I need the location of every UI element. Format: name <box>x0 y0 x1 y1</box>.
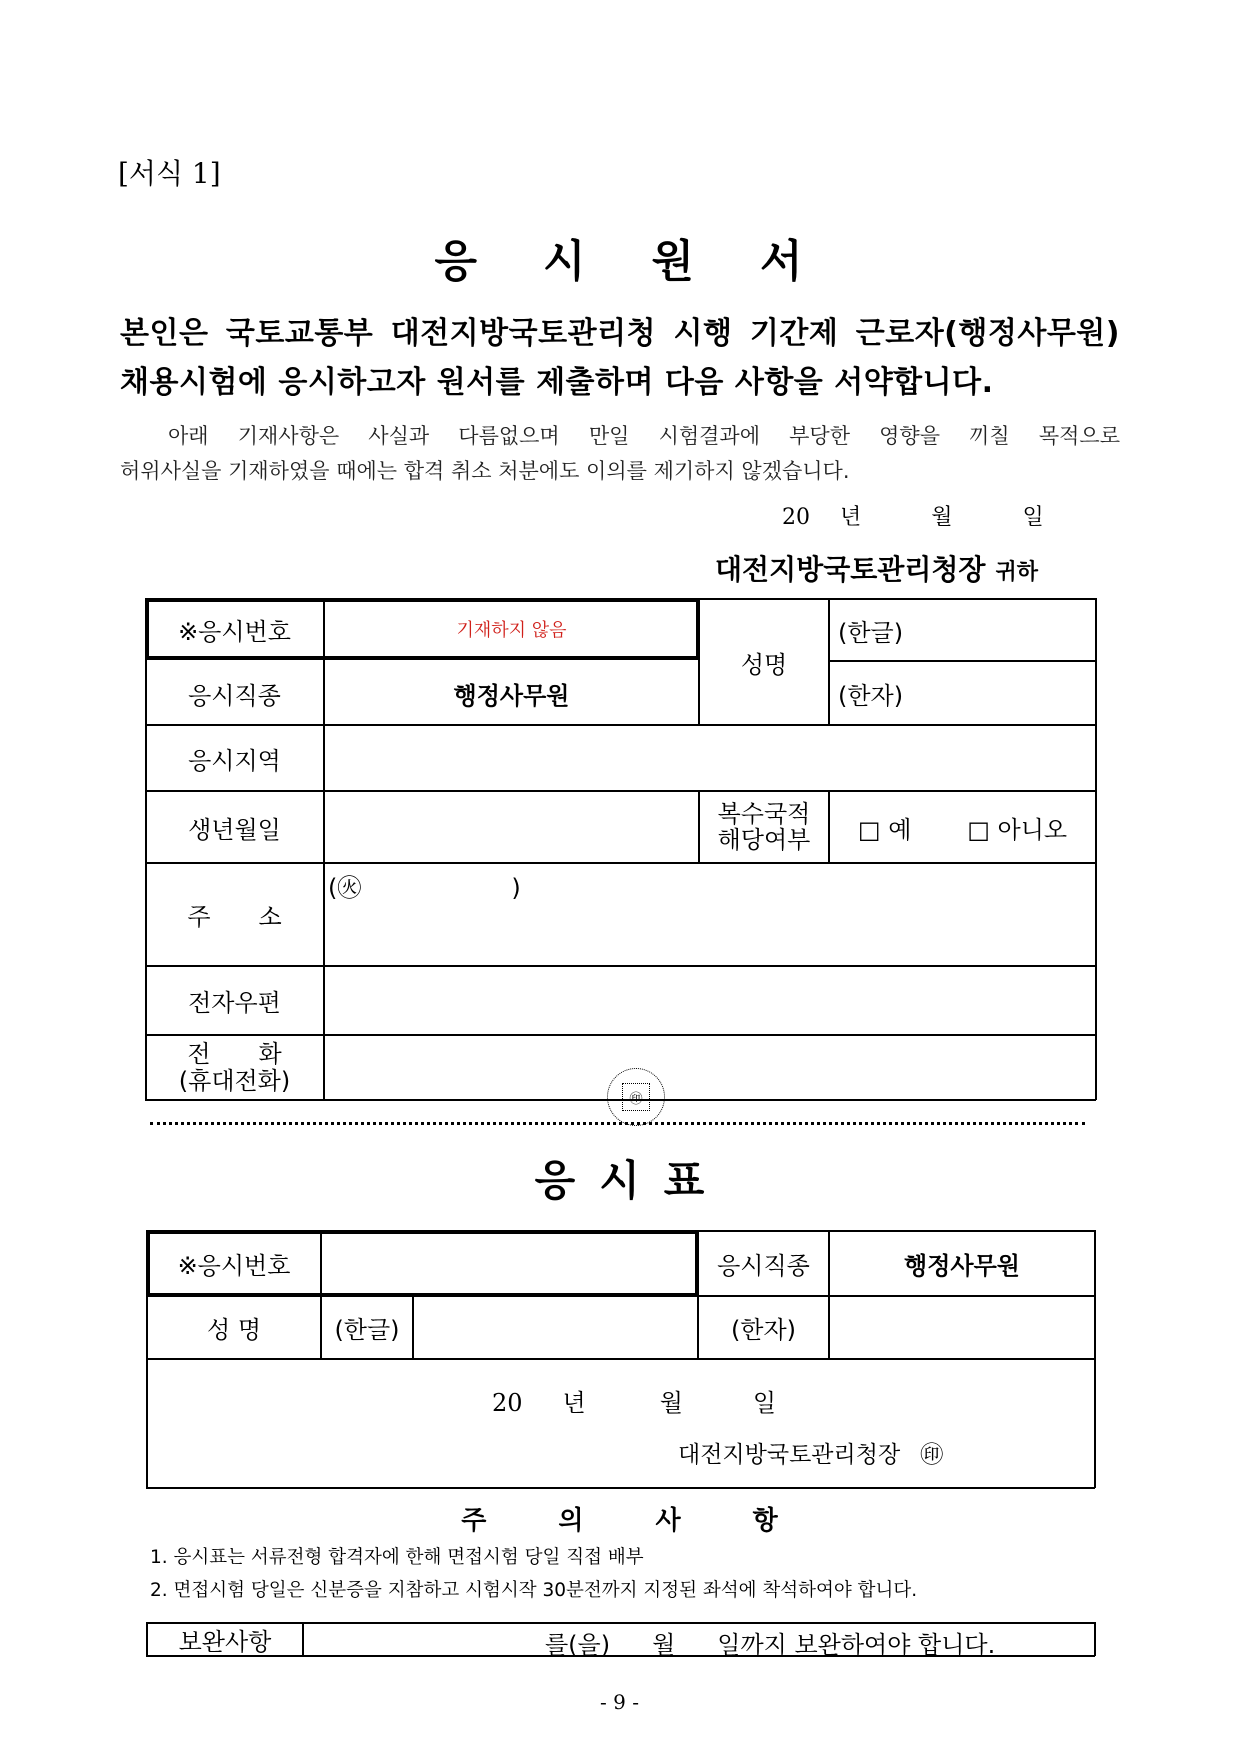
ticket-date: 20 년 월 일 <box>492 1389 777 1417</box>
caution-note-2: 2. 면접시험 당일은 신분증을 지참하고 시험시작 30분전까지 지정된 좌석에 착석하여야 합니다. <box>150 1580 918 1601</box>
caution-title: 주 의 사 항 <box>461 1506 778 1536</box>
title-char: 원 <box>651 236 697 287</box>
job-value: 행정사무원 <box>453 681 570 710</box>
ticket-hanja-label: (한자) <box>730 1316 797 1344</box>
ticket-title: 응 시 표 <box>534 1156 705 1205</box>
page-number: - 9 - <box>600 1690 639 1714</box>
name-hangul-field[interactable]: (한글) <box>838 618 904 647</box>
region-field[interactable] <box>325 726 1095 790</box>
ticket-hangul-label: (한글) <box>334 1316 400 1344</box>
ticket-hangul-field[interactable] <box>414 1297 697 1358</box>
intro-line-2: 채용시험에 응시하고자 원서를 제출하며 다음 사항을 서약합니다. <box>120 365 994 400</box>
dual-nationality-label: 복수국적 해당여부 <box>717 800 811 854</box>
birth-label: 생년월일 <box>188 815 281 844</box>
supplement-label: 보완사항 <box>178 1627 272 1656</box>
issuer-seal: ㊞ <box>920 1442 944 1468</box>
ticket-exam-number-label: ※응시번호 <box>177 1252 291 1280</box>
ticket-issuer: 대전지방국토관리청장 ㊞ <box>678 1442 944 1468</box>
dual-nationality-options <box>830 792 1095 862</box>
ticket-job-label: 응시직종 <box>717 1252 810 1280</box>
title-char: 서 <box>760 236 805 287</box>
exam-number-note: 기재하지 않음 <box>456 620 567 641</box>
ticket-hanja-field[interactable] <box>830 1297 1094 1358</box>
application-date: 20 년 월 일 <box>782 505 1044 530</box>
no-checkbox[interactable]: □ 아니오 <box>967 815 1068 844</box>
ticket-job-value: 행정사무원 <box>904 1252 1020 1280</box>
pledge-line-1: 아래 기재사항은 사실과 다름없으며 만일 시험결과에 부당한 영향을 끼칠 목적으로 <box>168 424 1120 448</box>
phone-label: 전 화 (휴대전화) <box>178 1039 291 1095</box>
name-hanja-field[interactable]: (한자) <box>838 681 904 710</box>
phone-field[interactable] <box>325 1036 1095 1099</box>
form-label: [서식 1] <box>118 157 221 190</box>
yes-checkbox[interactable]: □ 예 <box>857 815 912 844</box>
application-title <box>0 225 1239 289</box>
postal-code-field[interactable]: (㊋ ) <box>328 874 521 902</box>
pledge-line-2: 허위사실을 기재하였을 때에는 합격 취소 처분에도 이의를 제기하지 않겠습니다. <box>120 459 850 483</box>
address-label: 주 소 <box>187 903 282 931</box>
birth-field[interactable] <box>325 792 698 862</box>
seal-stamp: ㊞ <box>607 1068 665 1126</box>
caution-note-1: 1. 응시표는 서류전형 합격자에 한해 면접시험 당일 직접 배부 <box>150 1547 644 1568</box>
intro-line-1: 본인은 국토교통부 대전지방국토관리청 시행 기간제 근로자(행정사무원) <box>120 316 1120 351</box>
recipient: 대전지방국토관리청장 귀하 <box>715 553 1038 586</box>
ticket-name-label: 성 명 <box>207 1316 261 1344</box>
region-label: 응시지역 <box>188 746 281 775</box>
ticket-exam-number-field[interactable] <box>322 1232 697 1295</box>
exam-number-label: ※응시번호 <box>178 617 291 646</box>
cut-line <box>150 1122 1085 1125</box>
title-char: 응 <box>434 236 479 287</box>
name-label: 성명 <box>740 650 788 679</box>
title-char: 시 <box>542 236 588 287</box>
job-label: 응시직종 <box>188 681 281 710</box>
email-label: 전자우편 <box>188 989 281 1017</box>
email-field[interactable] <box>325 967 1095 1034</box>
supplement-text: 를(을) 월 일까지 보완하여야 합니다. <box>545 1631 996 1659</box>
